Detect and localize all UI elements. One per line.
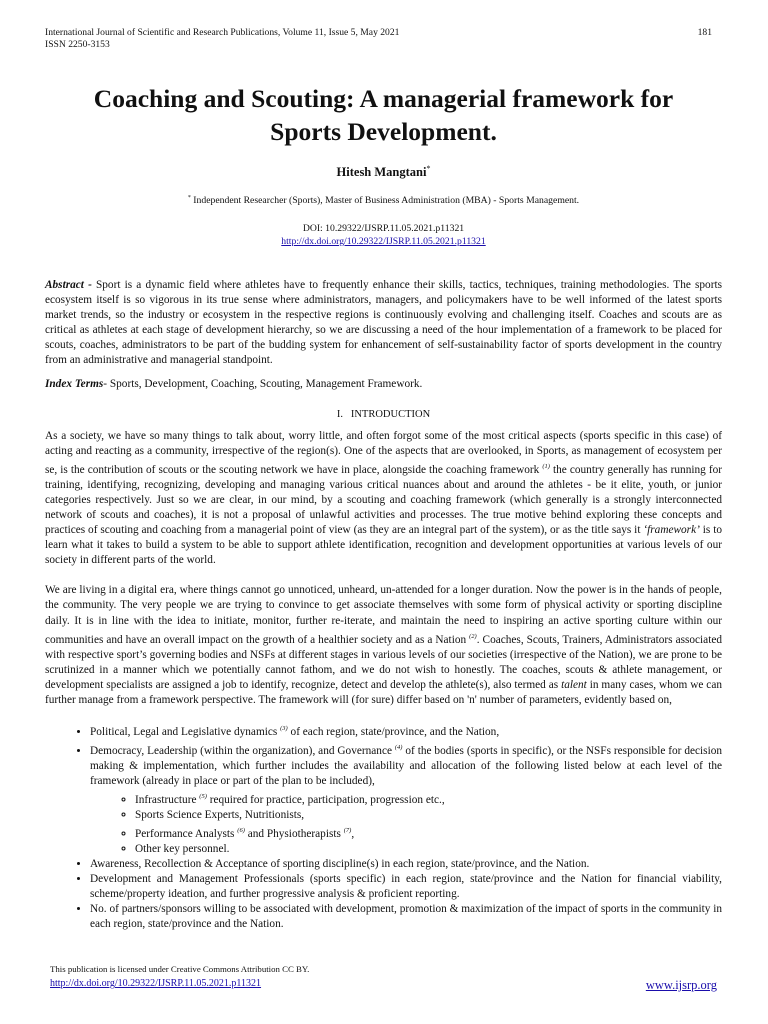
reference-marker: (4) bbox=[394, 743, 403, 751]
list-item: • Development and Management Professionals (sports specific) in each region, state/province and the Nation for financial viability, scheme/property ideation, and further progressive analysis & proficient reporting. bbox=[90, 872, 722, 902]
doi-block bbox=[45, 222, 722, 248]
section-number: I. bbox=[336, 408, 343, 420]
license-notice: This publication is licensed under Creative Commons Attribution CC BY. bbox=[50, 964, 310, 974]
index-terms-label: Index Terms bbox=[45, 377, 104, 390]
affiliation-text: Independent Researcher (Sports), Master of Business Administration (MBA) - Sports Management. bbox=[190, 195, 580, 207]
list-item: • No. of partners/sponsors willing to be associated with development, promotion & maximization of the impact of sports in the community in each region, state/province and the Nation. bbox=[90, 902, 722, 932]
abstract-label: Abstract - bbox=[45, 279, 92, 291]
affiliation-mark: * bbox=[187, 195, 191, 201]
section-heading bbox=[45, 407, 722, 422]
page-number: 181 bbox=[697, 27, 712, 38]
sub-list-item: ◦ Performance Analysts $^{(6)}$ and Physiotherapists $^{(7)}$, bbox=[135, 823, 722, 842]
doi-text: DOI: 10.29322/IJSRP.11.05.2021.p11321 bbox=[302, 223, 465, 234]
author-name: Hitesh Mangtani bbox=[336, 165, 427, 180]
title-line-1: Coaching and Scouting: A managerial framework for bbox=[93, 84, 674, 113]
sub-list-item: ◦ Sports Science Experts, Nutritionists, bbox=[135, 808, 722, 823]
sub-list-item: ◦ Infrastructure $^{(5)}$ required for practice, participation, progression etc., bbox=[135, 789, 722, 808]
journal-line: International Journal of Scientific and Research Publications, Volume 11, Issue 5, May 2021 bbox=[45, 27, 400, 38]
paper-body bbox=[45, 278, 722, 932]
running-header bbox=[45, 27, 722, 51]
list-item: • Political, Legal and Legislative dynamics $^{(3)}$ of each region, state/province, and the Nation, bbox=[90, 721, 722, 740]
doi-link[interactable]: http://dx.doi.org/10.29322/IJSRP.11.05.2021.p11321 bbox=[281, 236, 486, 247]
issn: ISSN 2250-3153 bbox=[45, 39, 110, 50]
reference-marker: (3) bbox=[280, 724, 288, 732]
talent-term: talent bbox=[561, 678, 587, 691]
intro-paragraph-1: As a society, we have so many things to talk about, worry little, and often forgot some of the most critical aspects (sports specific in this case) of acting and reacting as a community, irrespective of the region(s). One of the aspects that are overlooked, in Sports, as management of ecosystem per se, is the contribution of scouts or the scouting network we have in place, alongside the coaching framework $^{(1)}$ the country generally has running for training, identifying, recognizing, developing and managing various critical nuances about and around the athletes - be it elite, youth, or junior categories respectively. Just so we are clear, in our mind, by a scouting and coaching framework (which generally is a strongly interconnected network of scouts and coaches), it is not a proposal of unlawful activities and processes. The true motive behind exploring these concepts and practices of scouting and coaching from a managerial point of view (as they are an integral part of the system), or as the title says it ‘framework’ is to learn what it takes to build a system to be able to support athlete identification, recognition and development opportunities at various levels of our society in different parts of the world. bbox=[45, 429, 723, 567]
reference-marker: (2) bbox=[469, 632, 477, 640]
reference-marker: (5) bbox=[199, 792, 207, 800]
abstract-text: Sport is a dynamic field where athletes have to frequently enhance their skills, tactics, techniques, training methodologies. The sports ecosystem itself is so vigorous in its true sense where administrators, managers, and policymakers have to be well informed of the latest sports market trends, so the industry or ecosystem in the respective regions is continuously evolving and challenging itself. Coaches and scouts are as critical as athletes at each stage of development hierarchy, so we are discussing a need of the hour implementation of a framework to be placed for scouts, coaches, administrators to be part of the budding system for enhancement of self-sustainability factor of sports development in the country from an administrative and managerial standpoint. bbox=[45, 279, 722, 367]
title-line-2: Sports Development. bbox=[270, 117, 497, 146]
section-title-rest: NTRODUCTION bbox=[354, 408, 431, 420]
paper-title bbox=[45, 82, 722, 148]
reference-marker: (6) bbox=[237, 826, 245, 834]
reference-marker: (1) bbox=[542, 462, 550, 470]
section-title-initial: I bbox=[350, 408, 355, 420]
footer-doi-link[interactable]: http://dx.doi.org/10.29322/IJSRP.11.05.2021.p11321 bbox=[50, 978, 262, 989]
sub-list-item: ◦ Other key personnel. bbox=[135, 842, 722, 857]
framework-quote: ‘framework’ bbox=[643, 524, 700, 537]
parameter-list bbox=[45, 721, 722, 932]
journal-website-link[interactable]: www.ijsrp.org bbox=[645, 978, 717, 992]
list-item: • Democracy, Leadership (within the organization), and Governance $^{(4)}$ of the bodies (sports in specific), or the NSFs responsible for decision making & implementation, which further includes the availability and allocation of the following listed below at each level of the framework (already in place or part of the plan to be included), ◦ Infrastructure $^{(5)}$ required for practice, participation, progression etc., ◦ Sports Science Experts, Nutritionists, ◦ Performance Analysts $^{(6)}$ and Physiotherapists $^{(7)}$, ◦ Other key personnel. bbox=[90, 740, 722, 857]
affiliation bbox=[45, 195, 722, 206]
sub-list bbox=[90, 789, 722, 857]
author bbox=[45, 164, 722, 180]
abstract bbox=[45, 278, 722, 369]
author-mark: * bbox=[426, 164, 431, 173]
paper-page bbox=[45, 0, 722, 1024]
intro-paragraph-2: We are living in a digital era, where things cannot go unnoticed, unheard, un-attended for a longer duration. Now the power is in the hands of people, the community. The very people we are trying to convince to get associate themselves with some form of physical activity or sporting discipline daily. It is in line with the idea to initiate, monitor, further re-iterate, and maintain the need to inspiring an active sporting culture within our communities and have an overall impact on the growth of a healthier society and as a Nation $^{(2)}$. Coaches, Scouts, Trainers, Administrators associated with respective sport’s governing bodies and NSFs at different stages in various levels of our societies (irrespective of the Nation), we are prone to be scrutinized in a manner which we potentially cannot fathom, and we do not wish to honestly. The coaches, scouts & athlete management, or development specialists are assigned a job to identify, recognize, detect and develop the athlete(s), also termed as talent in many cases, whom we can further manage from a framework perspective. The framework will (for sure) differ based on 'n' number of parameters, evidently based on, bbox=[45, 584, 722, 706]
index-terms bbox=[45, 377, 722, 392]
list-item: • Awareness, Recollection & Acceptance of sporting discipline(s) in each region, state/province, and the Nation. bbox=[90, 857, 722, 872]
index-terms-text: - Sports, Development, Coaching, Scouting, Management Framework. bbox=[103, 377, 423, 390]
reference-marker: (7) bbox=[343, 826, 352, 834]
